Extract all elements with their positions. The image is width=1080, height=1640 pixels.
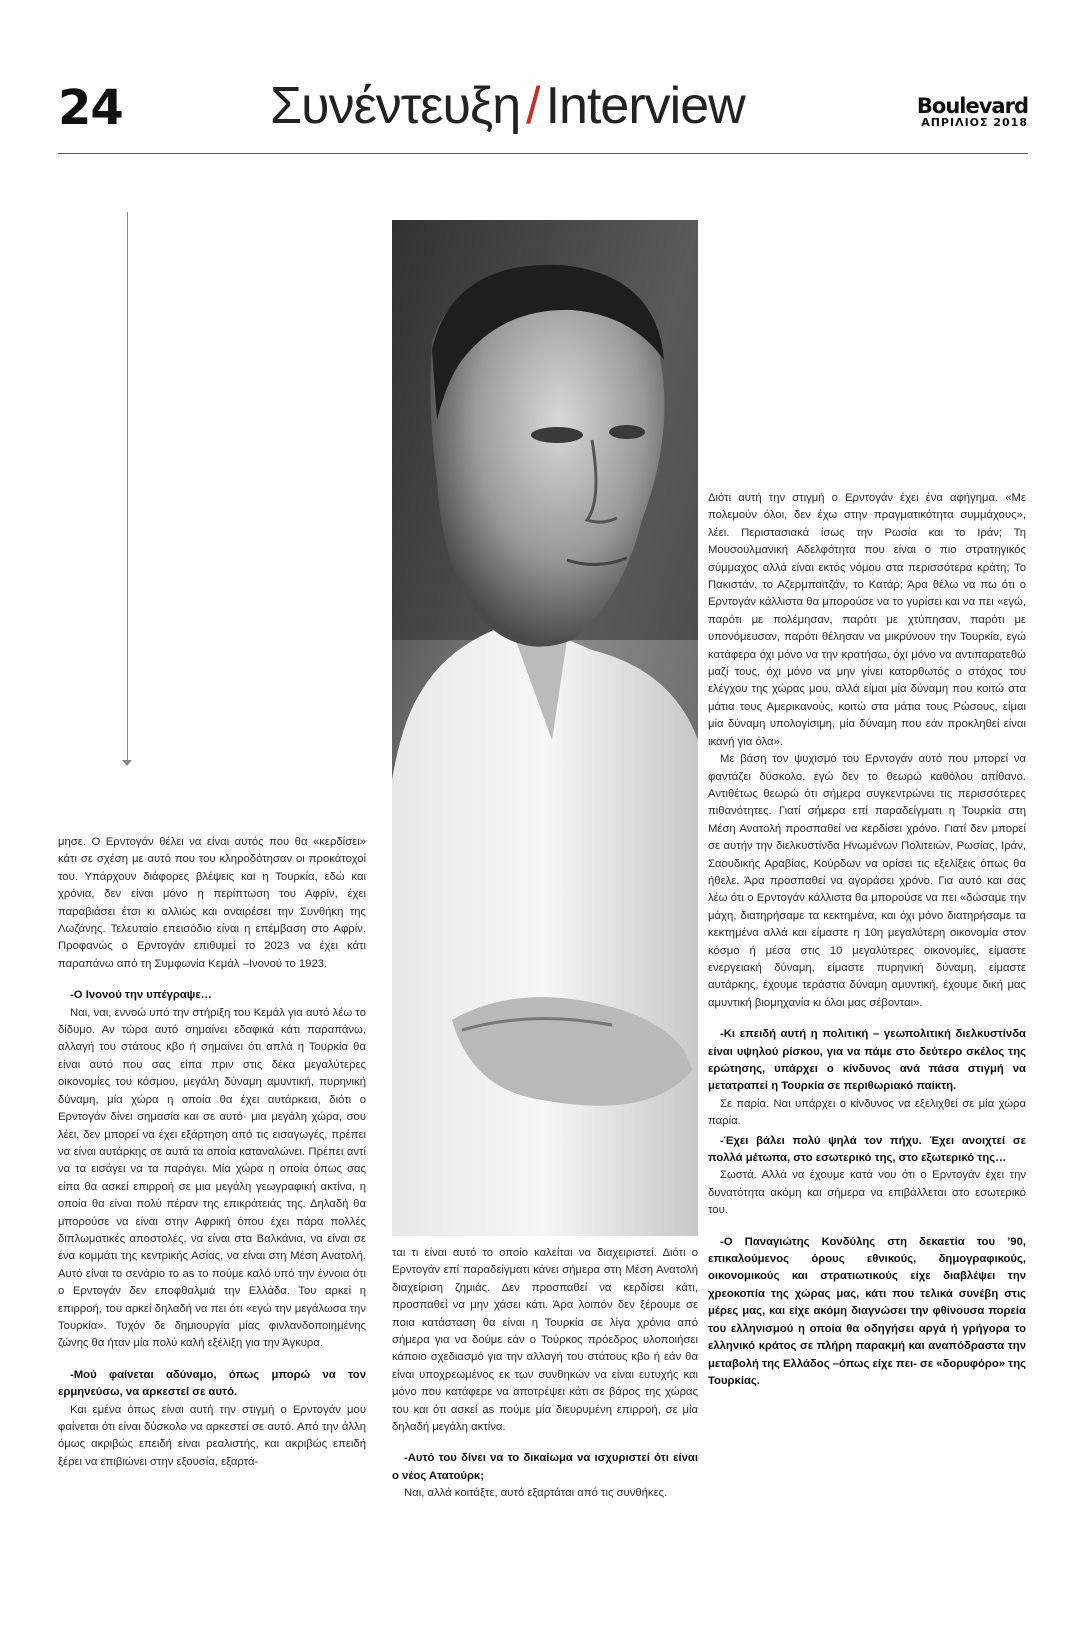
article-column-left [58,834,366,1471]
interview-question: -Ο Ινονού την υπέγραψε… [70,989,212,1002]
publication-brand [917,96,1028,129]
paragraph: μησε. Ο Ερντογάν θέλει να είναι αυτός που θα «κερδίσει» κάτι σε σχέση με αυτό που του κληροδότησαν οι προκάτοχοί του. Υπάρχουν διάφορες βλέψεις και η Τουρκία, εδώ και χρόνια, δεν είναι μόνο η περίπτωση του Αφρίν, έχει παραβιάσει έτσι κι αλλιώς και αναιρέσει την Συνθήκη της Λωζάνης. Τελευταίο επεισόδιο είναι η επέμβαση στο Αφρίν. Προφανώς ο Ερντογάν επιθυμεί το 2023 να έχει κάτι παραπάνω από τη Συμφωνία Κεμάλ –Ινονού το 1923. [58,836,366,970]
article-column-right [708,490,1026,1390]
interview-question: -Έχει βάλει πολύ ψηλά τον πήχυ. Έχει ανοιχτεί σε πολλά μέτωπα, στο εσωτερικό της, στο εξωτερικό της… [708,1134,1026,1165]
section-title-greek: Συνέντευξη [270,77,521,135]
decorative-vertical-line [127,212,128,762]
title-slash: / [526,77,540,135]
paragraph: Διότι αυτή την στιγμή ο Ερντογάν έχει ένα αφήγημα. «Με πολεμούν όλοι, δεν έχω στην πραγματικότητα συμμάχους», λέει. Περιστασιακά ίσως την Ρωσία και το Ιράν; Τη Μουσουλμανική Αδελφότητα που είναι ο πιο στρατηγικός σύμμαχος αλλά είναι εκτός νόμου στα περισσότερα κράτη; Το Πακιστάν, το Αζερμπαϊτζάν, το Κατάρ; Άρα θέλω να πω ότι ο Ερντογάν κάλλιστα θα μπορούσε να το γυρίσει και να πει «εγώ, παρότι με πολέμησαν, παρότι με χτύπησαν, παρότι με υπονόμευσαν, παρότι θέλησαν να μικρύνουν την Τουρκία, εγώ κατάφερα όχι μόνο να την κρατήσω, όχι μόνο να αντιπαρατεθώ μαζί τους, όχι μόνο να μην γίνει κατορθωτός ο στόχος του ελέγχου της χώρας μου, αλλά είμαι μία δύναμη που κοιτώ στα μάτια τους Αμερικανούς, κοιτώ στα μάτια τους Ρώσους, είμαι μία δύναμη υπολογίσιμη, μία δύναμη που εάν προκληθεί είναι ικανή για όλα». [708,492,1026,748]
section-title-english: Interview [545,77,745,135]
arrow-down-icon [122,760,132,766]
interview-question: -Αυτό του δίνει να το δικαίωμα να ισχυριστεί ότι είναι ο νέος Ατατούρκ; [392,1452,698,1482]
interview-question: -Κι επειδή αυτή η πολιτική – γεωπολιτική διελκυστίνδα είναι υψηλού ρίσκου, για να πάμε στο δεύτερο σκέλος της ερώτησης, υπάρχει ο κίνδυνος ανά πάσα στιγμή να μετατραπεί η Τουρκία σε περιθωριακό παίκτη. [708,1028,1026,1093]
article-column-middle [392,1245,698,1503]
header-rule [58,153,1028,154]
paragraph: Ναι, αλλά κοιτάξτε, αυτό εξαρτάται από τις συνθήκες. [404,1487,668,1500]
paragraph: ται τι είναι αυτό το οποίο καλείται να διαχειριστεί. Διότι ο Ερντογάν επί παραδείγματι κάνει σήμερα στη Μέση Ανατολή διαχείριση ζημιάς. Δεν προσπαθεί να κερδίσει κάτι, προσπαθεί να μην χάσει κάτι. Άρα λοιπόν δεν ξέρουμε σε ποια κατάσταση θα είναι η Τουρκία σε λίγα χρόνια από σήμερα για να δούμε εάν ο Τούρκος πρόεδρος υλοποιήσει κάποιο σχεδιασμό για την αλλαγή του στάτους κβο ή εάν θα είναι υποχρεωμένος εκ των συνθηκών να είναι ευτυχής και μόνο που κατάφερε να αποτρέψει κάτι σε βάρος της χώρας του και ότι ασκεί as πούμε μία διευρυμένη επιρροή, σε μία δηλαδή μεγάλη ακτίνα. [392,1247,698,1434]
paragraph: Ναι, ναι, εννοώ υπό την στήριξη του Κεμάλ για αυτό λέω το δίδυμο. Αν τώρα αυτό σημαίνει εδαφικά κάτι παραπάνω, αλλαγή του στάτους κβο ή σημαίνει ότι απλά η Τουρκία θα είναι αυτό που σας είπα πριν στις δέκα μεγαλύτερες οικονομίες του κόσμου, μεγάλη δύναμη αμυντική, πυρηνική δύναμη, μία χώρα η οποία θα έχει αυτάρκεια, διότι ο Ερντογάν δίνει σημασία και σε αυτό· μια μεγάλη χώρα, σου λέει, δεν μπορεί να έχει εξάρτηση από τις εισαγωγές, πρέπει να είναι αυτάρκης σε αυτά τα οποία καταναλώνει. Πρέπει αντί να τα εισάγει να τα παράγει. Μία χώρα η οποία όπως σας είπα θα ασκεί επιρροή σε μια μεγάλη γεωγραφική ακτίνα, η οποία θα είναι πολύ πέραν της επικράτειάς της. Δηλαδή θα μπορούσε να είναι στην Αφρική όπου έχει πάρα πολλές διπλωματικές αποστολές, να είναι στα Βαλκάνια, να είναι σε ένα κομμάτι της κεντρικής Ασίας, να είναι στη Μέση Ανατολή. Αυτό είναι το σενάριο το as το πούμε καλό υπό την έννοια ότι ο Ερντογάν δεν εποφθαλμιά την Ελλάδα. Του αρκεί η επιρροή, του αρκεί δηλαδή να πει ότι «εγώ την μεγάλωσα την Τουρκία». Τυχόν δε δημιουργία μίας φινλανδοποιημένης ζώνης θα ήταν μία πολύ καλή εξέλιξη για την Άγκυρα. [58,1006,366,1350]
portrait-photo-icon [392,220,698,1236]
interview-question: -Ο Παναγιώτης Κονδύλης στη δεκαετία του ’90, επικαλούμενος όρους εθνικούς, δημογραφικούς, οικονομικούς και στρατιωτικούς είχε διαβλέψει την χρεοκοπία της χώρας μας, κάτι που τελικά συνέβη στις μέρες μας, και είχε ακόμη διαγνώσει την φθίνουσα πορεία του ελληνισμού η οποία θα οδηγήσει αργά ή γρήγορα το ελληνικό κράτος σε πλήρη παρακμή και αναπόδραστα την μεταβολή της Ελλάδος –όπως είχε πει- σε «δορυφόρο» της Τουρκίας. [708,1235,1026,1387]
interview-question: -Μού φαίνεται αδύναμο, όπως μπορώ να τον ερμηνεύσω, να αρκεστεί σε αυτό. [58,1368,366,1399]
paragraph: Με βάση τον ψυχισμό του Ερντογάν αυτό που μπορεί να φαντάζει δύσκολο, εγώ δεν το θεωρώ καθόλου απίθανο. Αντιθέτως θεωρώ ότι σήμερα συγκεντρώνει τις περισσότερες πιθανότητες. Γιατί σήμερα επί παραδείγματι η Τουρκία στη Μέση Ανατολή προσπαθεί να κερδίσει χρόνο. Γιατί δεν μπορεί σε αυτήν την διελκυστίνδα Ηνωμένων Πολιτειών, Ρωσίας, Ιράν, Σαουδικής Αραβίας, Κούρδων να ορίσει τις εξελίξεις όπως θα ήθελε. Άρα προσπαθεί να αγοράσει χρόνο. Για αυτό και σας λέω ότι ο Ερντογάν κάλλιστα θα μπορούσε να πει «δώσαμε την μάχη, διατηρήσαμε τα κεκτημένα, και όχι μόνο διατηρήσαμε τα κεκτημένα αλλά και είμαστε η 10η μεγαλύτερη οικονομία στον κόσμο ή μέσα στις 10 μεγαλύτερες οικονομίες, είμαστε ενεργειακή δύναμη, είμαστε πυρηνική δύναμη, είμαστε αυτάρκης, έχουμε τεράστια δύναμη αμυντική, έχουμε δική μας αμυντική βιομηχανία κι όλοι μας σέβονται». [708,753,1026,1009]
page-number: 24 [58,80,123,136]
paragraph: Και εμένα όπως είναι αυτή την στιγμή ο Ερντογάν μου φαίνεται ότι είναι δύσκολο να αρκεστεί σε αυτό. Από την άλλη όμως ακριβώς επειδή είναι ρεαλιστής, και ακριβώς επειδή ξέρει να επιβιώνει στην εξουσία, εξαρτά- [58,1403,366,1468]
paragraph: Σε παρία. Ναι υπάρχει ο κίνδυνος να εξελιχθεί σε μία χώρα παρία. [708,1097,1026,1128]
portrait-photo [392,220,698,1236]
brand-name: Boulevard [916,94,1028,118]
issue-date: ΑΠΡΙΛΙΟΣ 2018 [921,116,1028,129]
paragraph: Σωστά. Αλλά να έχουμε κατά νου ότι ο Ερντογάν έχει την δυνατότητα ακόμη και σήμερα να επιβάλλεται στο εσωτερικό του. [708,1169,1026,1217]
section-title [270,76,830,136]
